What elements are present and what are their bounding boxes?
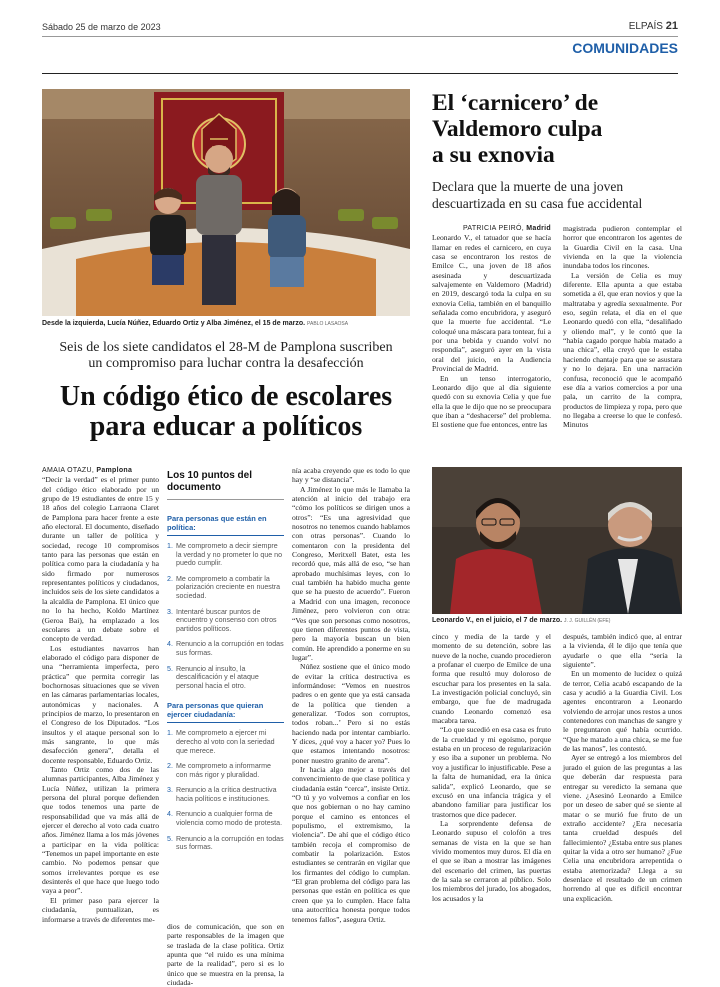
paragraph: magistrada pudieron contemplar el horror que encontraron los agentes de la Guardia Civil en la casa. Una vivienda en la que la violencia inundaba todos los rincones. [563,224,682,271]
left-article-column-3 [292,466,410,978]
section-rule [42,73,678,74]
key-point [167,608,284,634]
key-point [167,835,284,852]
paragraph: dios de comunicación, que son en parte responsables de la imagen que se traslada de la clase política. Ortiz apunta que “el ruido es una mínima parte de la realidad”, pero si es lo único que se muestra en la prensa, la ciudada- [167,922,284,987]
key-point-text: Renuncio a la corrupción en todas sus formas. [176,640,284,657]
paragraph: Tanto Ortiz como dos de las alumnas participantes, Alba Jiménez y Lucía Núñez, utilizan la primera persona del plural porque defienden que todos tenemos una parte de responsabilidad que va más allá de ejercer el derecho al voto cada cuatro años. Jiménez llama a los más jóvenes a participar en la vida política: “Tenemos un papel importante en este cambio. No podemos pensar que somos irrelevantes porque es ese desinterés el que hace que luego todo vaya a peor”. [42,765,159,896]
key-point-text: Renuncio a la crítica destructiva hacia políticos e instituciones. [176,786,277,803]
key-point [167,542,284,568]
paragraph: En un momento de lucidez o quizá de terror, Celia acabó escapando de la casa y acudió a la Guardia Civil. Los agentes encontraron a Leonardo volviendo de arrojar unos restos a unos contenedores con manchas de sangre y le preguntaron qué había ocurrido. “Que he matado a una chica, se me fue de las manos”, les contestó. [563,669,682,754]
article-headline [42,382,410,442]
key-point-text: Intentaré buscar puntos de encuentro y consenso con otros partidos políticos. [176,607,277,633]
key-point [167,729,284,755]
key-point [167,810,284,827]
key-point-number: 2. [167,762,173,771]
key-point-number: 4. [167,640,173,649]
key-point-text: Me comprometo a decir siempre la verdad y no prometer lo que no puedo cumplir. [176,542,283,568]
newspaper-brand [629,20,678,32]
key-point-number: 5. [167,834,173,843]
photo-caption-left [42,320,348,327]
key-point-number: 1. [167,542,173,550]
key-point-number: 3. [167,607,173,616]
key-point-text: Renuncio a cualquier forma de violencia como modo de protesta. [176,810,283,828]
key-point-text: Me comprometo a ejercer mi derecho al voto con la seriedad que merece. [176,729,275,755]
paragraph: después, también indicó que, al entrar a la vivienda, él le dijo que tenía que ayudarle o que ella “sería la siguiente”. [563,632,682,670]
headline-line: para educar a políticos [89,411,363,442]
headline-line: Un código ético de escolares [59,381,393,412]
paragraph: El primer paso para ejercer la ciudadanía, puntualizan, es informarse a través de diferentes me- [42,895,159,924]
headline-line: El ‘carnicero’ de [432,90,599,116]
byline-author: PATRICIA PEIRÓ [462,225,522,232]
key-points-heading: Para personas que están en política: [167,514,284,536]
students-photo [42,89,410,316]
subhead-line: un compromiso para luchar contra la desafección [88,356,364,371]
paragraph: La sorprendente defensa de Leonardo supuso el colofón a tres semanas de vista en la que se han vivido momentos muy duros. El día en el que se iban a mostrar las imágenes del escenario del crimen, las puertas de la sala se cerraron al público. Solo los miembros del jurado, los abogados, los acusados y la [432,818,551,903]
key-point-number: 4. [167,810,173,819]
key-point-text: Me comprometo a combatir la polarización creciente en nuestra sociedad. [176,574,281,600]
paragraph: A Jiménez lo que más le llamaba la atención al inicio del trabajo era “cómo los políticos se dirigen unos a otros”: “Es una agresividad que nosotros no tenemos cuando hablamos con otras personas”. Cuando lo comentaron con la presidenta del Congreso, Meritxell Batet, esta les recordó que, más allá de eso, “se han aprobado muchísimas leyes, con lo cual también ha habido mucha gente que se ha puesto de acuerdo”. Fueron a Madrid con una imagen, reconoce Jiménez, pero volvieron con otra: “Ves que son personas como nosotros, que tienen diferentes puntos de vista, pero la mayoría buscan un bien común. He aprendido a ponerme en su lugar”. [292,484,410,662]
right-article-column-1 [432,224,551,460]
article-subhead [42,340,410,372]
paragraph: cinco y media de la tarde y el momento de su detención, sobre las nueve de la noche, cuando procedieron a profanar el cuerpo de Emilce de una forma que resultó muy doloroso de escuchar para los presentes en la sala. La investigación policial concluyó, sin embargo, que fue de madrugada cuando Leonardo comenzó esa macabra tarea. [432,632,551,726]
paragraph: Leonardo V., el tatuador que se hacía llamar en redes el carnicero, en cuya casa se encontraron los restos de Emilce C., una joven de 18 años asesinada y descuartizada salvajemente en Valdemoro (Madrid) en 2019, descargó toda la culpa en su exnovia Celia, también en el banquillo señalada como encubridora, y aseguró que la muerte fue accidental. “Le coloqué una máscara para tontear, fui a por una bebida y cuando volví no respondía”, aseguró ayer en la vista oral del juicio, en la Audiencia Provincial de Madrid. [432,233,551,374]
photo-caption-text: Leonardo V., en el juicio, el 7 de marzo. [432,617,563,624]
trial-photo-illustration [432,467,682,614]
right-article-column-4 [563,632,682,978]
key-point [167,762,284,779]
key-point-number: 3. [167,786,173,795]
key-points-heading: Para personas que quieran ejercer ciudadanía: [167,701,284,723]
key-point-text: Renuncio al insulto, la descalificación y el ataque personal hacia el otro. [176,664,259,690]
key-point [167,786,284,803]
right-article-deck: Declara que la muerte de una joven descuartizada en su casa fue accidental [432,179,643,211]
key-point-text: Me comprometo a informarme con más rigor y pluralidad. [176,762,272,779]
byline-city: Pamplona [96,467,133,474]
paragraph: “Decir la verdad” es el primer punto del código ético elaborado por un grupo de 19 estudiantes de entre 15 y 18 años del colegio Larraona Claret de Pamplona para hacer frente a este año electoral. El documento, diseñado durante un taller de política y sociedad, recoge 10 compromisos tanto para las personas que están en política como para la ciudadanía y ha sido firmado por numerosos representantes políticos y ciudadanos, incluidos seis de los siete candidatos a la alcaldía de Pamplona. El único que no lo ha hecho, Koldo Martínez (Geroa Bai), ha emplazado a los escolares a un debate sobre el concepto de verdad. [42,475,159,644]
paragraph: nía acaba creyendo que es todo lo que hay y “se distancia”. [292,466,410,485]
header-rule [42,36,678,37]
byline: PATRICIA PEIRÓ, Madrid [462,225,551,232]
paragraph: Los estudiantes navarros han elaborado el código para disponer de una “herramienta imperfecta, pero práctica” que permita corregir las bochornosas situaciones que se viven en las cámaras parlamentarias locales, autonómicas y nacionales. A principios de marzo, lo presentaron en el Congreso de los Diputados. “Los insultos y el ataque personal son lo más sangrante, lo que más desafección genera”, detalla el docente responsable, Eduardo Ortiz. [42,643,159,765]
page-number: 21 [665,20,678,32]
headline-line: Valdemoro culpa [432,116,603,142]
photo-credit: J. J. GUILLÉN (EFE) [564,618,611,624]
brand-name: ELPAÍS [628,21,663,32]
byline: AMAIA OTAZU, Pamplona [42,467,133,474]
photo-caption-right [432,617,610,624]
key-point [167,575,284,601]
subhead-line: Seis de los siete candidatos el 28-M de Pamplona suscriben [59,340,393,355]
students-photo-illustration [42,89,410,316]
right-article-column-2 [563,224,682,460]
key-point [167,665,284,691]
paragraph: Ayer se entregó a los miembros del jurado el guion de las preguntas a las que deberán dar respuesta para entregar su veredicto la semana que viene. ¿Asesinó Leonardo a Emilce por un deseo de saber qué se siente al matar o se murió fue fruto de un extraño accidente? ¿Era necesaria tanta crueldad después del fallecimiento? ¿Estaba entre sus planes quitar la vida a otro ser humano? ¿Fue Celia una encubridora arrepentida o estaba atemorizada? Llega a su desenlace el resultado de un crimen horrendo al que es difícil encontrar una explicación. [563,753,682,903]
trial-photo [432,467,682,614]
photo-caption-text: Desde la izquierda, Lucía Núñez, Eduardo Ortiz y Alba Jiménez, el 15 de marzo. [42,320,306,327]
right-article-column-3 [432,632,551,978]
byline-city: Madrid [526,225,551,232]
key-point-number: 2. [167,574,173,583]
key-point-text: Renuncio a la corrupción en todas sus formas. [176,834,284,852]
paragraph: Ir hacia algo mejor a través del convencimiento de que clase política y ciudadanía están “cerca”, insiste Ortiz. “O tú y yo volvemos a confiar en los que nos gobiernan o no hay camino porque el camino es entonces el populismo, el extremismo, la violencia”. De ahí que el código ético también recoja el compromiso de combatir la polarización. Estos estudiantes se centrarán en vigilar que los firmantes del código lo cumplan. “El gran problema del código para las personas que están en política es que creen que ya lo cumplen. Hace falta una autocrítica honesta porque todos tenemos fallos”, asegura Ortiz. [292,765,410,924]
page-date: Sábado 25 de marzo de 2023 [42,22,161,32]
paragraph: Núñez sostiene que el único modo de evitar la crítica destructiva es informándose: “Vemos en nuestros padres o en gente que ya está cansada de la política que tienden a generalizar. ‘Todos son corruptos, todos roban...’ Pero si no estás haciendo nada por intentar cambiarlo. Y dices, ¿qué voy a hacer yo? Pues lo que estamos intentando nosotros: poner nuestro granito de arena”. [292,662,410,765]
left-article-column-2-tail [167,922,284,987]
key-point-number: 5. [167,664,173,673]
headline-line: a su exnovia [432,142,555,168]
byline-author: AMAIA OTAZU [42,467,92,474]
key-point [167,640,284,657]
right-article-headline [432,90,682,168]
paragraph: “Lo que sucedió en esa casa es fruto de la crueldad y mi egoísmo, porque estaba en un proceso de regularización y eso iba a suponer un problema. No voy a justificar lo injustificable. Pese a la falta de humanidad, era la única salida”, explicó Leonardo, que se excusó en una infancia trágica y el abandono familiar para justificar los trastornos que dice padecer. [432,725,551,819]
paragraph: En un tenso interrogatorio, Leonardo dijo que al día siguiente quedó con su exnovia Celia y que fue ella la que le dijo que no se preocupara que iban a “deshacerse” del problema. El sostiene que fue entonces, entre las [432,373,551,430]
photo-credit: PABLO LASAOSA [307,321,349,327]
left-article-column-1 [42,466,159,978]
key-point-number: 1. [167,729,173,738]
section-label: COMUNIDADES [572,40,678,56]
key-points-title: Los 10 puntos del documento [167,470,284,500]
key-points-box [167,470,284,916]
paragraph: La versión de Celia es muy diferente. Ella apunta a que estaba sometida a él, que eran novios y que la maltrataba y agredía sexualmente. Por eso, según relata, el día en el que Leonardo quedó con ella, “desaliñado y oliendo mal”, y le contó que la “había cagado porque había matado a una chica”, ella creyó que le estaba haciendo chantaje para que se asustara y no lo dejara. En una narración confusa, reconoció que le acompañó ese día a varios comercios a por una pala, un carrito de la compra, productos de limpieza y ropa, pero que no llegaba a creerse lo que le confesó. Minutos [563,270,682,430]
